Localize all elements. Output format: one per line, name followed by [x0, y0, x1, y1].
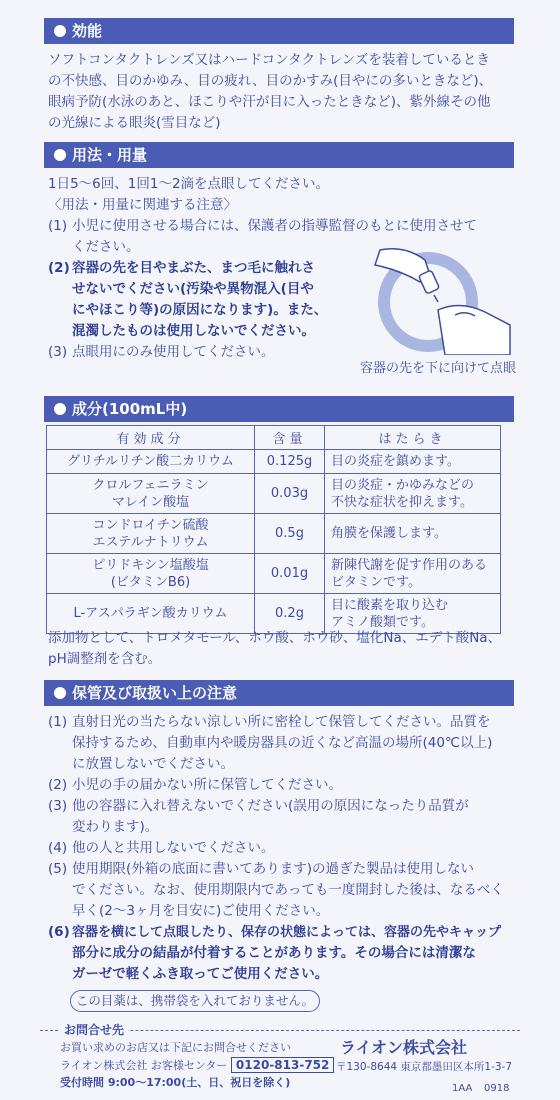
bullet-icon	[54, 403, 66, 415]
contact-instruction: お買い求めのお店又は下記にお問合せください	[60, 1041, 291, 1054]
ingredient-amount: 0.03g	[255, 474, 325, 514]
storage-item-6-cont: 部分に成分の結晶が付着することがあります。その場合には清潔な	[72, 945, 476, 961]
usage-item-2: 容器の先を目やまぶた、まつ毛に触れさ	[72, 260, 315, 276]
text-line: ソフトコンタクトレンズ又はハードコンタクトレンズを装着しているとき	[48, 52, 490, 68]
storage-item-5: 使用期限(外箱の底面に書いてあります)の過ぎた製品は使用しない	[72, 861, 475, 877]
bullet-icon	[54, 149, 66, 161]
usage-dosage: 1日5～6回、1回1～2滴を点眼してください。	[48, 176, 330, 192]
eye-drop-illustration	[350, 240, 518, 355]
text-line: 眼病予防(水泳のあと、ほこりや汗が目に入ったときなど)、紫外線その他	[48, 94, 491, 110]
usage-item-1-cont: ください。	[72, 239, 140, 255]
usage-header: 用法・用量	[44, 142, 514, 168]
storage-item-1-cont: に放置しないでください。	[72, 756, 234, 772]
ingredient-name: コンドロイチン硫酸 エステルナトリウム	[47, 514, 255, 554]
ingredient-effect: 目の炎症・かゆみなどの 不快な症状を抑えます。	[325, 474, 501, 514]
column-header: 含量	[255, 426, 325, 450]
ingredient-amount: 0.2g	[255, 594, 325, 634]
storage-header: 保管及び取扱い上の注意	[44, 680, 514, 706]
efficacy-header: 効能	[44, 18, 514, 44]
ingredients-table	[46, 425, 501, 634]
column-header: はたらき	[325, 426, 501, 450]
table-row	[47, 474, 501, 514]
bullet-icon	[54, 687, 66, 699]
eye-drop-icon	[350, 240, 518, 355]
storage-item-6-cont: ガーゼで軽くふき取ってご使用ください。	[72, 966, 329, 982]
storage-item-4: 他の人と共用しないでください。	[72, 840, 275, 856]
usage-item-1: 小児に使用させる場合には、保護者の指導監督のもとに使用させて	[72, 218, 477, 234]
ingredient-name: クロルフェニラミン マレイン酸塩	[47, 474, 255, 514]
company-name: ライオン株式会社	[340, 1038, 468, 1057]
item-number: (1)	[48, 218, 68, 234]
item-number: (2)	[48, 260, 70, 276]
print-code: 0918	[484, 1083, 510, 1094]
item-number: (4)	[48, 840, 68, 856]
usage-item-2-cont: せないでください(汚染や異物混入(目や	[72, 281, 314, 297]
customer-center-label: ライオン株式会社 お客様センター	[60, 1059, 228, 1072]
illustration-caption: 容器の先を下に向けて点眼	[360, 361, 517, 376]
storage-item-1-cont: 保持するため、自動車内や暖房器具の近くなど高温の場所(40℃以上)	[72, 735, 493, 751]
ingredient-effect: 目に酸素を取り込む アミノ酸類です。	[325, 594, 501, 634]
ingredients-header: 成分(100mL中)	[44, 396, 514, 422]
bullet-icon	[54, 25, 66, 37]
item-number: (6)	[48, 924, 70, 940]
item-number: (3)	[48, 798, 68, 814]
ingredient-amount: 0.5g	[255, 514, 325, 554]
table-header-row	[47, 426, 501, 450]
storage-note: この目薬は、携帯袋を入れておりません。	[70, 990, 320, 1012]
item-number: (2)	[48, 777, 68, 793]
contact-center-line	[60, 1058, 334, 1073]
storage-item-3: 他の容器に入れ替えないでください(誤用の原因になったり品質が	[72, 798, 469, 814]
usage-item-2-cont: にやほこり等)の原因になります)。また、	[72, 302, 328, 318]
ingredient-amount: 0.01g	[255, 554, 325, 594]
efficacy-text	[48, 50, 492, 134]
ingredient-effect: 目の炎症を鎮めます。	[325, 450, 501, 474]
item-number: (1)	[48, 714, 68, 730]
table-row	[47, 450, 501, 474]
storage-item-1: 直射日光の当たらない涼しい所に密栓して保管してください。品質を	[72, 714, 491, 730]
table-row	[47, 554, 501, 594]
contact-heading: お問合せ先	[60, 1023, 128, 1037]
storage-item-5-cont: 早く(2～3ヶ月を目安に)ご使用ください。	[72, 903, 330, 919]
usage-note-title: 〈用法・用量に関連する注意〉	[48, 197, 237, 213]
storage-item-6: 容器を横にして点眼したり、保存の状態によっては、容器の先やキャップ	[72, 925, 502, 940]
column-header: 有効成分	[47, 426, 255, 450]
item-number: (3)	[48, 344, 68, 360]
usage-item-2-cont: 混濁したものは使用しないでください。	[72, 323, 315, 339]
phone-number: 0120-813-752	[231, 1057, 334, 1073]
item-number: (5)	[48, 861, 68, 877]
print-code: 1AA	[452, 1083, 473, 1094]
text-line: の不快感、目のかゆみ、目の疲れ、目のかすみ(目やにの多いときなど)、	[48, 73, 493, 89]
ingredient-amount: 0.125g	[255, 450, 325, 474]
ingredient-effect: 新陳代謝を促す作用のある ビタミンです。	[325, 554, 501, 594]
storage-item-2: 小児の手の届かない所に保管してください。	[72, 777, 342, 793]
ingredient-effect: 角膜を保護します。	[325, 514, 501, 554]
company-address: 〒130-8644 東京都墨田区本所1-3-7	[336, 1061, 513, 1073]
text-line: の光線による眼炎(雪目など)	[48, 115, 221, 131]
additives-text: 添加物として、トロメタモール、ホウ酸、ホウ砂、塩化Na、エデト酸Na、	[48, 630, 502, 646]
storage-item-3-cont: 変わります)。	[72, 819, 159, 835]
table-row	[47, 514, 501, 554]
additives-text-cont: pH調整剤を含む。	[48, 651, 162, 667]
ingredient-name: グリチルリチン酸二カリウム	[47, 450, 255, 474]
usage-item-3: 点眼用にのみ使用してください。	[72, 344, 275, 360]
storage-item-5-cont: でください。なお、使用期限内であっても一度開封した後は、なるべく	[72, 882, 504, 898]
contact-hours: 受付時間 9:00～17:00(土、日、祝日を除く)	[60, 1076, 291, 1089]
ingredient-name: L-アスパラギン酸カリウム	[47, 594, 255, 634]
ingredient-name: ピリドキシン塩酸塩 (ビタミンB6)	[47, 554, 255, 594]
